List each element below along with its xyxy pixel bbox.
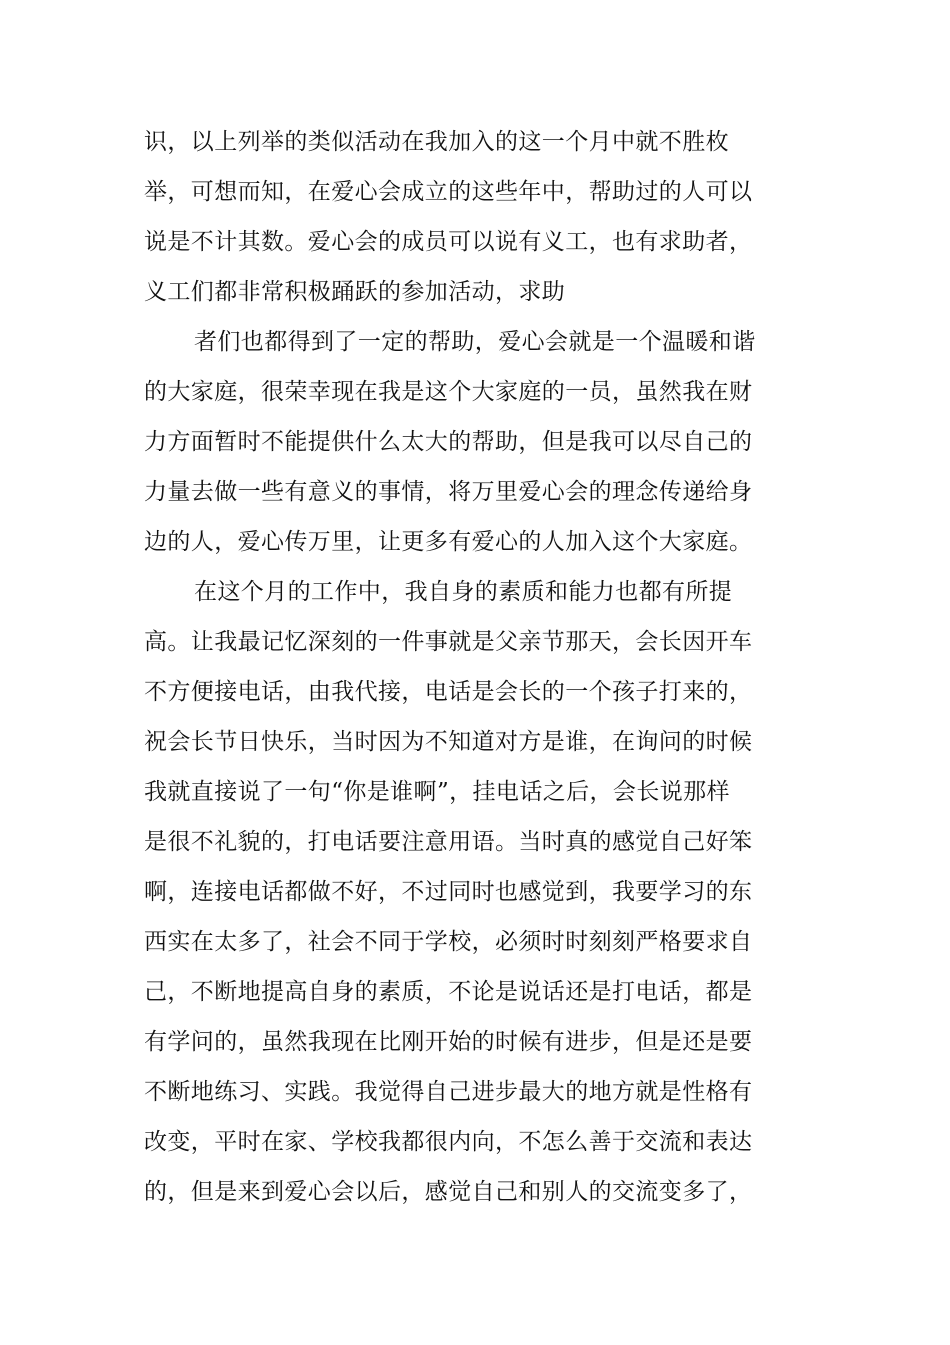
text-line: 的大家庭，很荣幸现在我是这个大家庭的一员，虽然我在财 bbox=[144, 379, 753, 405]
text-line: 祝会长节日快乐，当时因为不知道对方是谁，在询问的时候 bbox=[144, 729, 753, 755]
text-line: 义工们都非常积极踊跃的参加活动，求助 bbox=[144, 279, 566, 305]
paragraph-first-line: 者们也都得到了一定的帮助，爱心会就是一个温暖和谐 bbox=[194, 329, 756, 355]
text-line: 举，可想而知，在爱心会成立的这些年中，帮助过的人可以 bbox=[144, 179, 753, 205]
text-line: 边的人，爱心传万里，让更多有爱心的人加入这个大家庭。 bbox=[144, 529, 753, 555]
text-line: 有学问的，虽然我现在比刚开始的时候有进步，但是还是要 bbox=[144, 1029, 753, 1055]
text-line: 识，以上列举的类似活动在我加入的这一个月中就不胜枚 bbox=[144, 129, 729, 155]
text-line: 改变，平时在家、学校我都很内向，不怎么善于交流和表达 bbox=[144, 1129, 753, 1155]
text-line: 不断地练习、实践。我觉得自己进步最大的地方就是性格有 bbox=[144, 1079, 753, 1105]
text-line: 是很不礼貌的，打电话要注意用语。当时真的感觉自己好笨 bbox=[144, 829, 753, 855]
text-line: 啊，连接电话都做不好，不过同时也感觉到，我要学习的东 bbox=[144, 879, 753, 905]
text-line: 力量去做一些有意义的事情，将万里爱心会的理念传递给身 bbox=[144, 479, 753, 505]
text-line: 不方便接电话，由我代接，电话是会长的一个孩子打来的， bbox=[144, 679, 753, 705]
text-line: 高。让我最记忆深刻的一件事就是父亲节那天，会长因开车 bbox=[144, 629, 753, 655]
text-line: 力方面暂时不能提供什么太大的帮助，但是我可以尽自己的 bbox=[144, 429, 753, 455]
text-line: 我就直接说了一句“你是谁啊”，挂电话之后，会长说那样 bbox=[144, 779, 730, 805]
text-line: 己，不断地提高自身的素质，不论是说话还是打电话，都是 bbox=[144, 979, 753, 1005]
text-line: 说是不计其数。爱心会的成员可以说有义工，也有求助者， bbox=[144, 229, 753, 255]
text-line: 的，但是来到爱心会以后，感觉自己和别人的交流变多了， bbox=[144, 1179, 753, 1205]
paragraph-first-line: 在这个月的工作中，我自身的素质和能力也都有所提 bbox=[194, 579, 733, 605]
text-line: 西实在太多了，社会不同于学校，必须时时刻刻严格要求自 bbox=[144, 929, 753, 955]
